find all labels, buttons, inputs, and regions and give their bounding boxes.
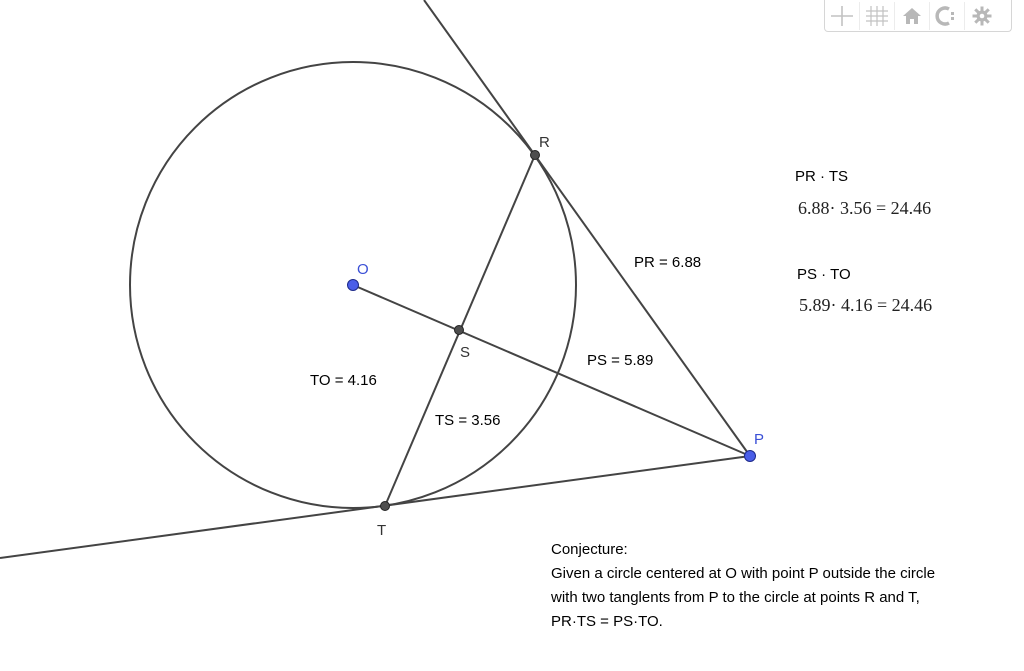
settings-icon [971,5,993,27]
length-to-label: TO = 4.16 [310,372,377,389]
point-r-label: R [539,134,550,151]
length-pr-label: PR = 6.88 [634,254,702,271]
grid-icon [865,5,889,27]
length-ts-label: TS = 3.56 [435,412,501,429]
product-pr-ts-label: PR · TS [795,168,849,185]
point-s[interactable] [455,326,464,335]
point-p[interactable] [745,451,756,462]
move-view-icon [829,5,855,27]
capture-button[interactable] [930,2,965,30]
conjecture-heading: Conjecture: [551,541,628,558]
product-ps-to-label: PS · TO [797,266,851,283]
conjecture-line-1: Given a circle centered at O with point P outside the circle [551,565,936,582]
length-ps-label: PS = 5.89 [587,352,654,369]
conjecture-line-2: with two tanglents from P to the circle at points R and T, [551,589,920,606]
point-o-label: O [357,261,369,278]
home-icon [901,6,923,26]
home-button[interactable] [895,2,930,30]
point-r[interactable] [531,151,540,160]
point-o[interactable] [348,280,359,291]
graphics-toolbar [824,0,1012,32]
segment-op[interactable] [353,285,750,456]
settings-button[interactable] [965,2,999,30]
grid-button[interactable] [860,2,895,30]
capture-icon [935,6,959,26]
point-t[interactable] [381,502,390,511]
point-s-label: S [460,344,471,361]
conjecture-text [551,538,935,634]
tangent-line-pr[interactable] [424,0,750,456]
product-ps-to-calc: 5.89· 4.16 = 24.46 [799,295,933,315]
point-p-label: P [754,431,765,448]
product-pr-ts-calc: 6.88· 3.56 = 24.46 [798,198,932,218]
conjecture-line-3: PR·TS = PS·TO. [551,613,663,630]
point-t-label: T [377,522,387,539]
move-view-button[interactable] [825,2,860,30]
